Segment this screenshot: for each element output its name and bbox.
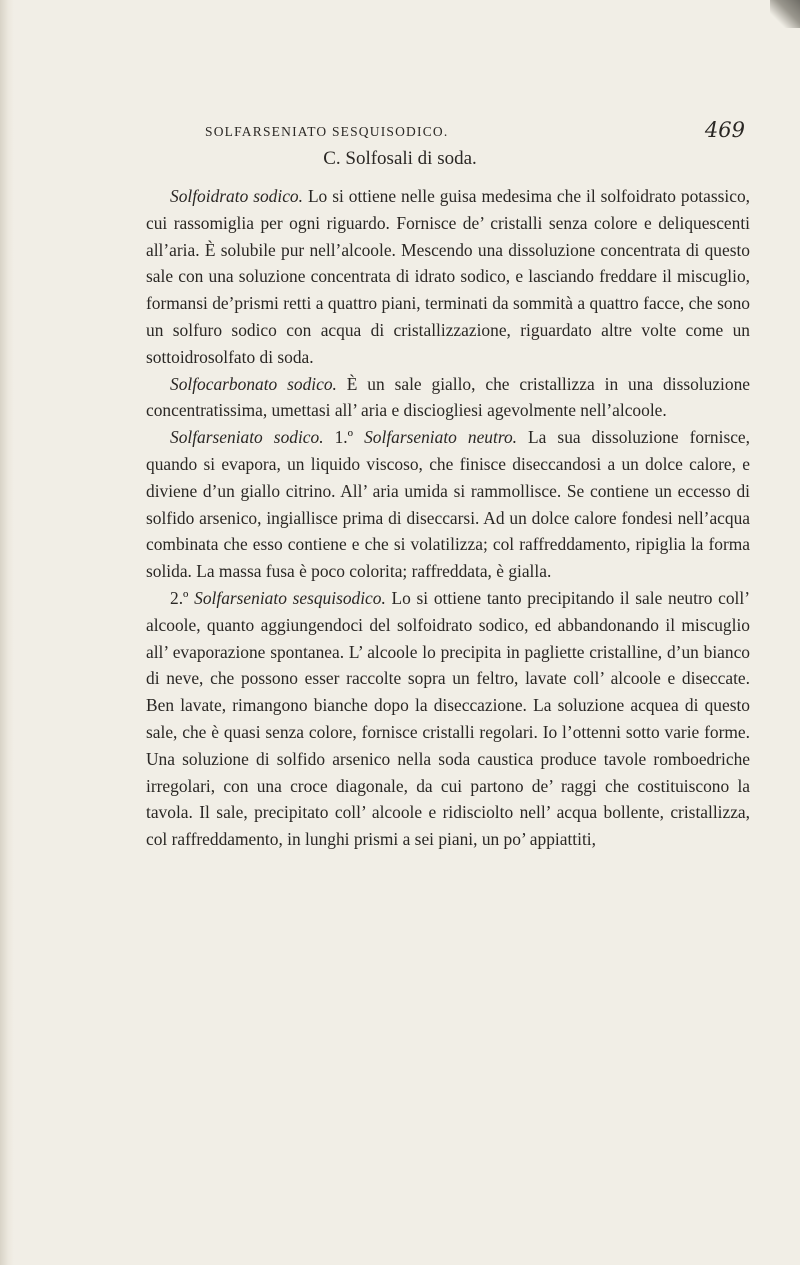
paragraph-solfarseniato bbox=[146, 424, 750, 585]
page-header bbox=[205, 118, 745, 148]
term-solfarseniato-neutro: Solfarseniato neutro. bbox=[364, 427, 517, 448]
item-number: 2.º bbox=[170, 587, 195, 608]
paragraph-text: Lo si ottiene tanto precipitando il sale neutro coll’ alcoole, quanto aggiungendoci del solfoidrato sodico, ed abbandonando il miscuglio all’ evaporazione spontanea. L’ alcoole lo precipita in pagliette cristalline, d’un bianco di neve, che possono esser raccolte sopra un feltro, lavate coll’ alcoole e diseccate. Ben lavate, rimangono bianche dopo la diseccazione. La soluzione acquea di questo sale, che è quasi senza colore, fornisce cristalli regolari. Io l’ottenni sotto varie forme. Una soluzione di solfido arsenico nella soda caustica produce tavole romboedriche irregolari, con una croce diagonale, da cui partono de’ raggi che costituiscono la tavola. Il sale, precipitato coll’ alcoole e ridisciolto nell’ acqua bollente, cristallizza, col raffreddamento, in lunghi prismi a sei piani, un po’ appiattiti, bbox=[146, 587, 750, 850]
term-solfoidrato-sodico: Solfoidrato sodico. bbox=[170, 186, 303, 206]
paragraph-text: La sua dissoluzione fornisce, quando si evapora, un liquido viscoso, che finisce diseccandosi a un dolce calore, e diviene d’un giallo citrino. All’ aria umida si rammollisce. Se contiene un eccesso di solfido arsenico, ingiallisce prima di diseccarsi. Ad un dolce calore fondesi nell’acqua combinata che esso contiene e che si volatilizza; col raffreddamento, ripiglia la forma solida. La massa fusa è poco colorita; raffreddata, è gialla. bbox=[146, 427, 750, 582]
page-corner-fold bbox=[770, 0, 800, 28]
paragraph-text: È un sale giallo, che cristallizza in una dissoluzione concentratissima, umettasi all’ aria e disciogliesi agevolmente nell’alcoole. bbox=[146, 373, 750, 421]
paragraph-solfarseniato-sesquisodico bbox=[146, 585, 750, 853]
page-number: 469 bbox=[704, 118, 745, 142]
term-solfocarbonato-sodico: Solfocarbonato sodico. bbox=[170, 373, 337, 394]
paragraph-text: Lo si ottiene nelle guisa medesima che il solfoidrato potassico, cui rassomiglia per ogni riguardo. Fornisce de’ cristalli senza colore e deliquescenti all’aria. È solubile pur nell’alcoole. Mescendo una dissoluzione concentrata di questo sale con una soluzione concentrata di idrato sodico, e lasciando freddare il miscuglio, formansi de’prismi retti a quattro piani, terminati da sommità a quattro facce, che sono un solfuro sodico con acqua di cristallizzazione, riguardato altre volte come un sottoidrosolfato di soda. bbox=[146, 186, 750, 367]
body-text bbox=[146, 183, 750, 853]
term-solfarseniato-sodico: Solfarseniato sodico. bbox=[170, 427, 324, 448]
running-head: SOLFARSENIATO SESQUISODICO. bbox=[205, 124, 449, 139]
page-left-edge-shadow bbox=[0, 0, 14, 1265]
item-number: 1.º bbox=[323, 427, 365, 448]
paragraph-solfoidrato bbox=[146, 183, 750, 371]
section-title: C. Solfosali di soda. bbox=[323, 148, 477, 169]
term-solfarseniato-sesquisodico: Solfarseniato sesquisodico. bbox=[194, 587, 386, 608]
paragraph-solfocarbonato bbox=[146, 371, 750, 425]
